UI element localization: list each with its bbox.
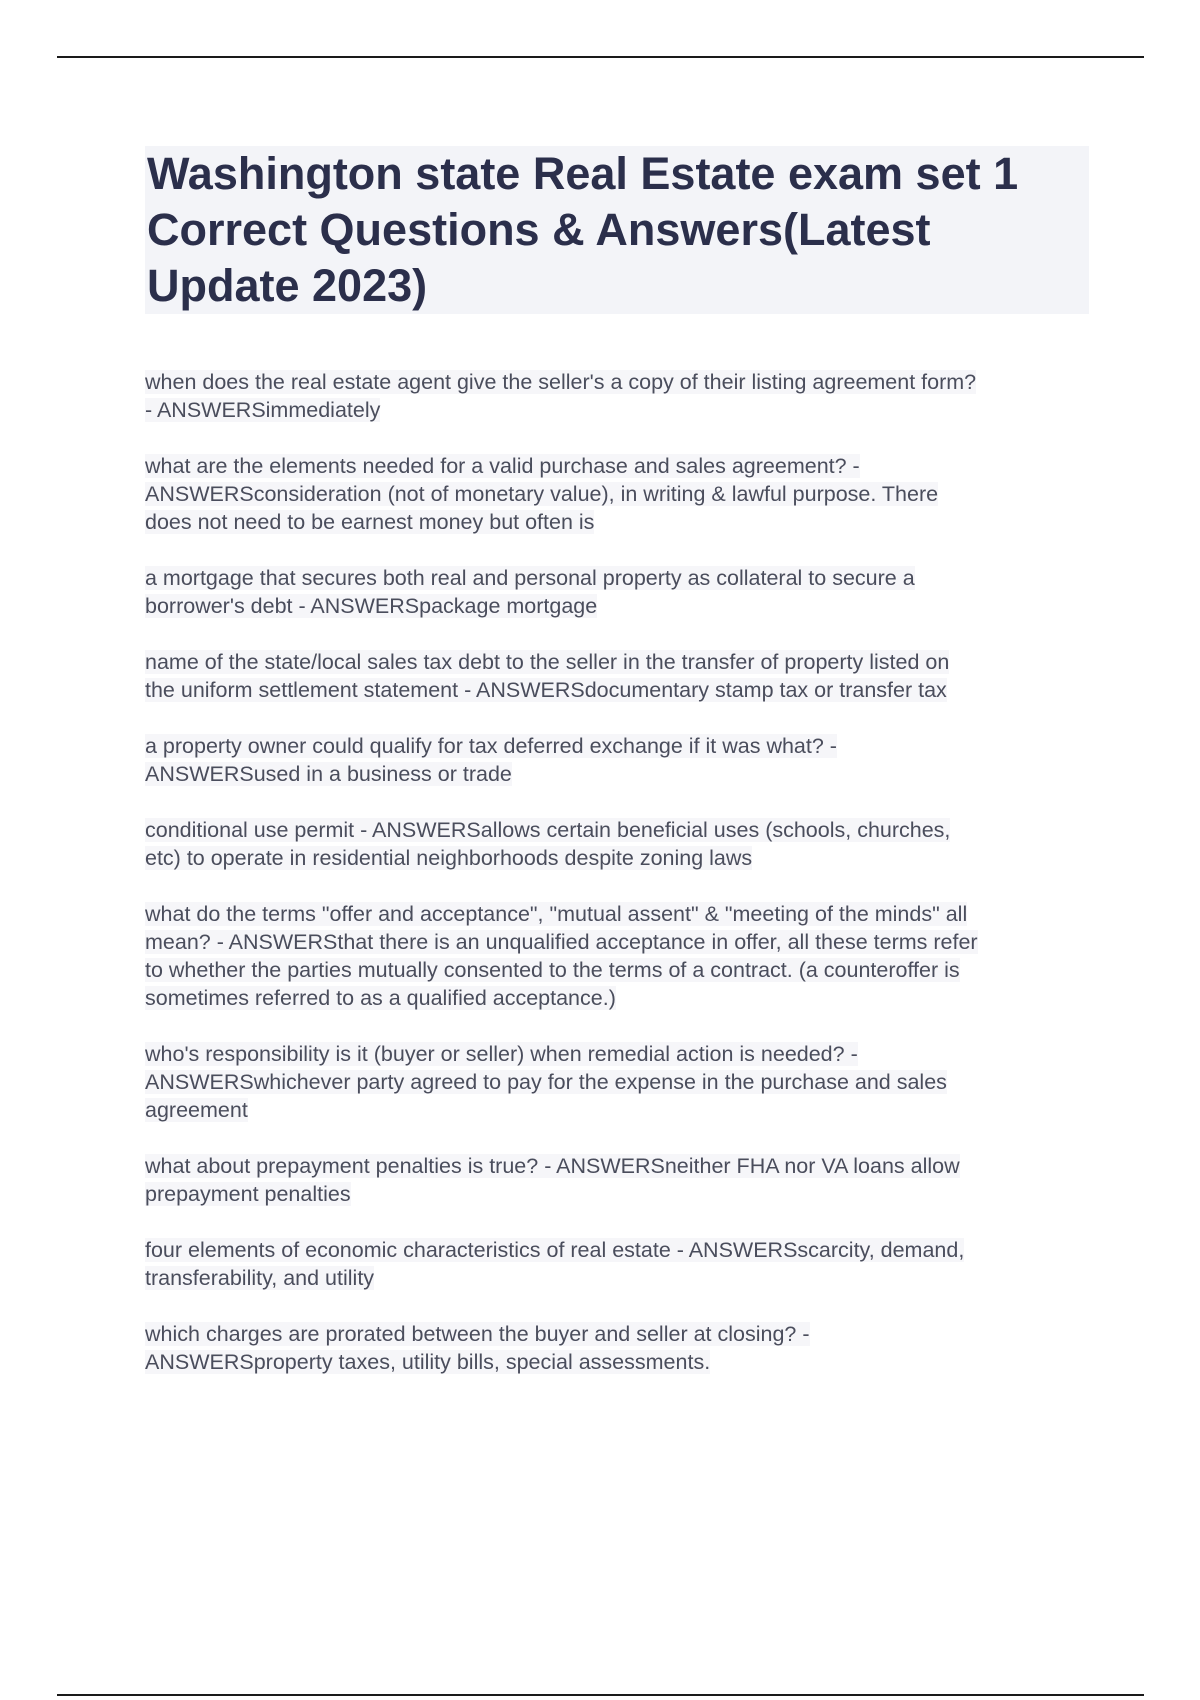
qa-item [145, 1236, 1090, 1292]
qa-line: a mortgage that secures both real and personal property as collateral to secure a [145, 566, 915, 590]
qa-line: sometimes referred to as a qualified acceptance.) [145, 986, 616, 1010]
qa-line: borrower's debt - ANSWERSpackage mortgage [145, 594, 598, 618]
qa-line: what do the terms "offer and acceptance", "mutual assent" & "meeting of the minds" all [145, 902, 968, 926]
qa-line: ANSWERSused in a business or trade [145, 762, 512, 786]
qa-item [145, 648, 1090, 704]
qa-line: conditional use permit - ANSWERSallows certain beneficial uses (schools, churches, [145, 818, 951, 842]
title-line: Update 2023) [147, 260, 428, 311]
qa-line: which charges are prorated between the buyer and seller at closing? - [145, 1322, 810, 1346]
qa-line: ANSWERSconsideration (not of monetary value), in writing & lawful purpose. There [145, 482, 939, 506]
qa-line: - ANSWERSimmediately [145, 398, 381, 422]
title-line: Washington state Real Estate exam set 1 [147, 148, 1019, 199]
qa-line: does not need to be earnest money but often is [145, 510, 595, 534]
qa-item [145, 368, 1090, 424]
qa-line: name of the state/local sales tax debt to the seller in the transfer of property listed on [145, 650, 950, 674]
qa-line: agreement [145, 1098, 248, 1122]
qa-line: ANSWERSwhichever party agreed to pay for the expense in the purchase and sales [145, 1070, 947, 1094]
qa-line: what are the elements needed for a valid purchase and sales agreement? - [145, 454, 860, 478]
bottom-divider [57, 1694, 1144, 1696]
qa-line: what about prepayment penalties is true? - ANSWERSneither FHA nor VA loans allow [145, 1154, 960, 1178]
qa-item [145, 1320, 1090, 1376]
qa-line: ANSWERSproperty taxes, utility bills, special assessments. [145, 1350, 711, 1374]
qa-line: transferability, and utility [145, 1266, 375, 1290]
qa-line: who's responsibility is it (buyer or seller) when remedial action is needed? - [145, 1042, 858, 1066]
qa-line: to whether the parties mutually consented to the terms of a contract. (a counteroffer is [145, 958, 960, 982]
qa-line: the uniform settlement statement - ANSWERSdocumentary stamp tax or transfer tax [145, 678, 947, 702]
qa-item [145, 452, 1090, 536]
qa-line: when does the real estate agent give the seller's a copy of their listing agreement form? [145, 370, 977, 394]
qa-line: four elements of economic characteristics of real estate - ANSWERSscarcity, demand, [145, 1238, 965, 1262]
qa-line: a property owner could qualify for tax deferred exchange if it was what? - [145, 734, 837, 758]
qa-item [145, 564, 1090, 620]
qa-item [145, 1152, 1090, 1208]
title-block [145, 146, 1089, 314]
qa-line: etc) to operate in residential neighborhoods despite zoning laws [145, 846, 753, 870]
title-line: Correct Questions & Answers(Latest [147, 204, 931, 255]
document-title [145, 146, 1089, 314]
qa-line: prepayment penalties [145, 1182, 351, 1206]
qa-item [145, 816, 1090, 872]
qa-line: mean? - ANSWERSthat there is an unqualified acceptance in offer, all these terms refer [145, 930, 978, 954]
qa-item [145, 732, 1090, 788]
top-divider [57, 56, 1144, 58]
qa-item [145, 1040, 1090, 1124]
qa-list [145, 368, 1090, 1404]
qa-item [145, 900, 1090, 1012]
